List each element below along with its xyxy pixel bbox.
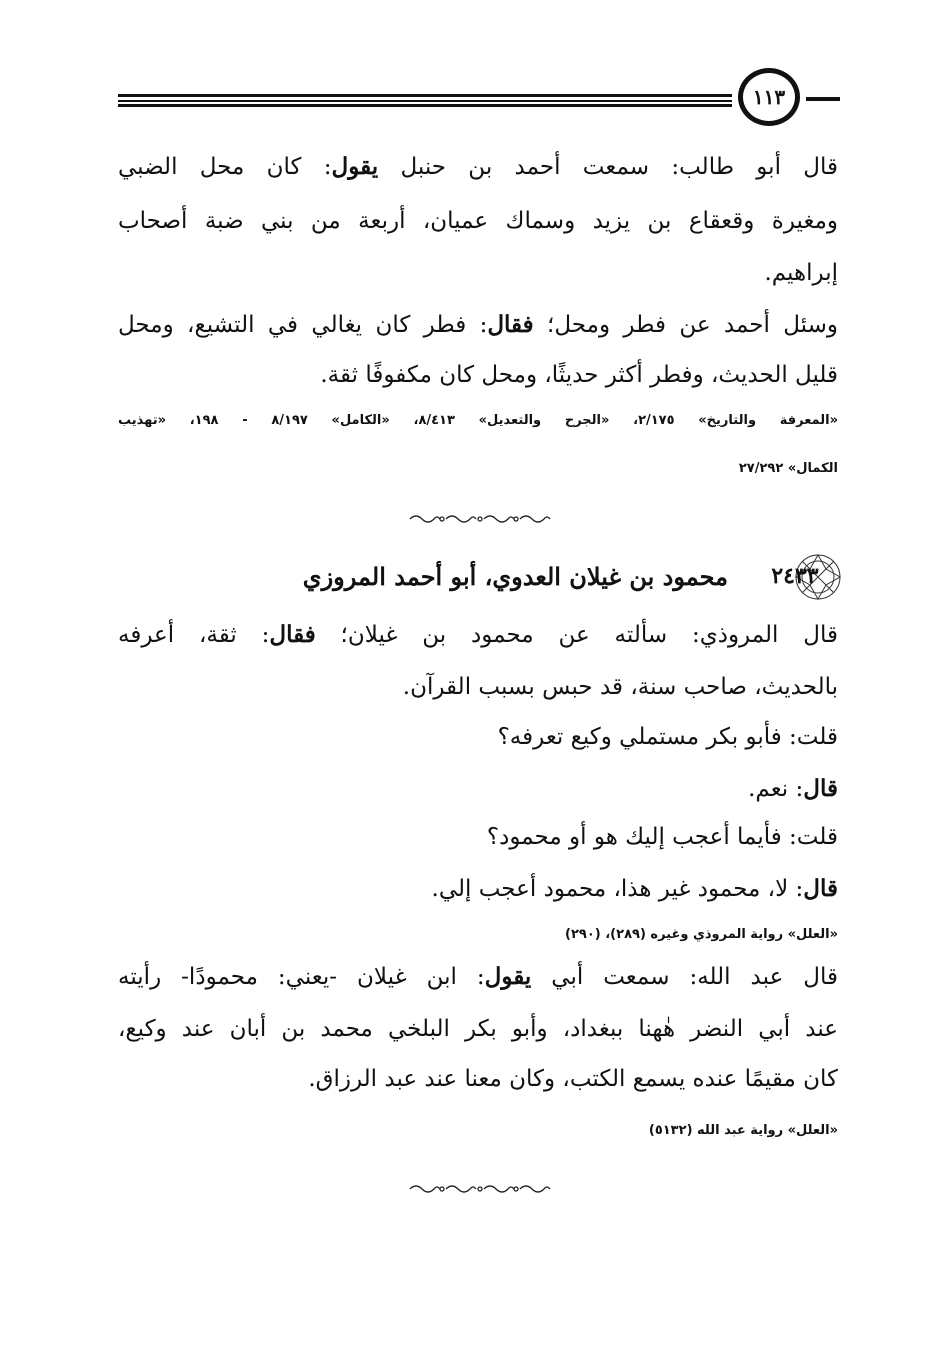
- dialogue-line: قلت: فأبو بكر مستملي وكيع تعرفه؟: [497, 724, 838, 750]
- page-number: ١١٣: [738, 68, 800, 126]
- ornament-divider: [406, 1182, 554, 1196]
- ornament-divider: [406, 512, 554, 526]
- dialogue-line: قال: لا، محمود غير هذا، محمود أعجب إلي.: [431, 875, 838, 902]
- reference-note: «العلل» رواية عبد الله (٥١٣٢): [648, 1123, 838, 1138]
- reference-note: الكمال» ٢٧/٢٩٢: [738, 461, 838, 476]
- text-line: بالحديث، صاحب سنة، قد حبس بسبب القرآن.: [402, 674, 838, 700]
- text-line: كان مقيمًا عنده يسمع الكتب، وكان معنا عند عبد الرزاق.: [308, 1066, 838, 1092]
- reference-note: «العلل» رواية المروذي وغيره (٢٨٩)، (٢٩٠): [565, 927, 838, 942]
- header-rule: [118, 100, 732, 102]
- text-line: قال أبو طالب: سمعت أحمد بن حنبل يقول: كان محل الضبي: [118, 153, 838, 180]
- text-line: ومغيرة وقعقاع بن يزيد وسماك عميان، أربعة من بني ضبة أصحاب: [118, 208, 838, 234]
- reference-note: «المعرفة والتاريخ» ٢/١٧٥، «الجرح والتعديل» ٨/٤١٣، «الكامل» ٨/١٩٧ - ١٩٨، «تهذيب: [118, 413, 839, 428]
- text-line: عند أبي النضر هٰهنا ببغداد، وأبو بكر البلخي محمد بن أبان عند وكيع،: [118, 1016, 838, 1042]
- dialogue-line: قال: نعم.: [748, 775, 838, 802]
- text-line: إبراهيم.: [764, 260, 838, 286]
- text-line: قال المروذي: سألته عن محمود بن غيلان؛ فقال: ثقة، أعرفه: [118, 621, 838, 648]
- header-rule: [118, 94, 732, 97]
- header-rule-tail: [806, 97, 840, 101]
- entry-number: ٢٤٣٣: [771, 563, 819, 589]
- text-line: قليل الحديث، وفطر أكثر حديثًا، ومحل كان مكفوفًا ثقة.: [320, 362, 838, 388]
- text-line: قال عبد الله: سمعت أبي يقول: ابن غيلان -يعني: محمودًا- رأيته: [118, 963, 838, 990]
- header-rule: [118, 104, 732, 107]
- dialogue-line: قلت: فأيما أعجب إليك هو أو محمود؟: [486, 824, 838, 850]
- text-line: وسئل أحمد عن فطر ومحل؛ فقال: فطر كان يغالي في التشيع، ومحل: [118, 311, 838, 338]
- entry-title: محمود بن غيلان العدوي، أبو أحمد المروزي: [302, 562, 728, 591]
